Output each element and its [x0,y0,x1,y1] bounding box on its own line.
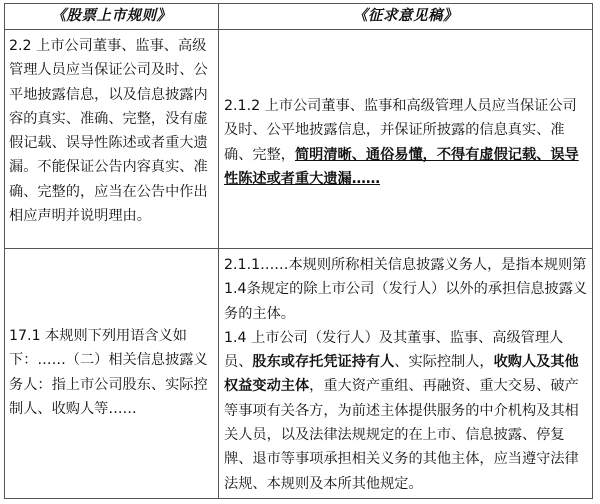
row-divider [5,248,592,249]
row2-right-p2-c: 、实际控制人， [394,354,494,371]
row1-right-text [224,94,588,191]
row1-right-emphasis: 简明清晰、通俗易懂，不得有虚假记载、误导性陈述或者重大遗漏…… [224,146,579,187]
row2-right-p1: 2.1.1……本规则所称相关信息披露义务人，是指本规则第1.4条规定的除上市公司（发行人）以外的承担信息披露义务的主体。 [224,257,588,322]
row1-right-normal: 2.1.2 上市公司董事、监事和高级管理人员应当保证公司及时、公平地披露信息，并保证所披露的信息真实、准确、完整， [224,98,577,163]
row1-right-clause [224,94,588,191]
header-listing-rules: 《股票上市规则》 [51,8,172,24]
header-divider [5,29,592,30]
row2-right-p2-e: ，重大资产重组、再融资、重大交易、破产等事项有关各方，为前述主体提供服务的中介机构及其相关人员，以及法律法规规定的在上市、信息披露、停复牌、退市等事项承担相关义务的其他主体，应当遵守法律法规、本规则及本所其他规定。 [224,378,579,492]
row2-right-clause [224,253,588,496]
comparison-table [4,3,593,499]
row1-left-clause [9,34,215,228]
row2-right-p2-b: 股东或存托凭证持有人 [252,354,395,371]
header-draft-for-comment: 《征求意见稿》 [353,8,458,24]
row2-right-p2-d: 收购人及其他权益变动主体 [224,354,579,395]
row2-right-p2 [224,326,588,496]
row1-left-text: 2.2 上市公司董事、监事、高级管理人员应当保证公司及时、公平地披露信息，以及信息披露内容的真实、准确、完整，没有虚假记载、误导性陈述或者重大遗漏。不能保证公告内容真实、准确、完整的，应当在公告中作出相应声明并说明理由。 [9,38,208,225]
row2-right-p2-a: 1.4 上市公司（发行人）及其董事、监事、高级管理人员、 [224,329,564,371]
row2-left-text: 17.1 本规则下列用语含义如下：……（二）相关信息披露义务人：指上市公司股东、实际控制人、收购人等…… [9,328,208,417]
column-divider [218,4,219,498]
row2-left-clause [9,324,215,421]
